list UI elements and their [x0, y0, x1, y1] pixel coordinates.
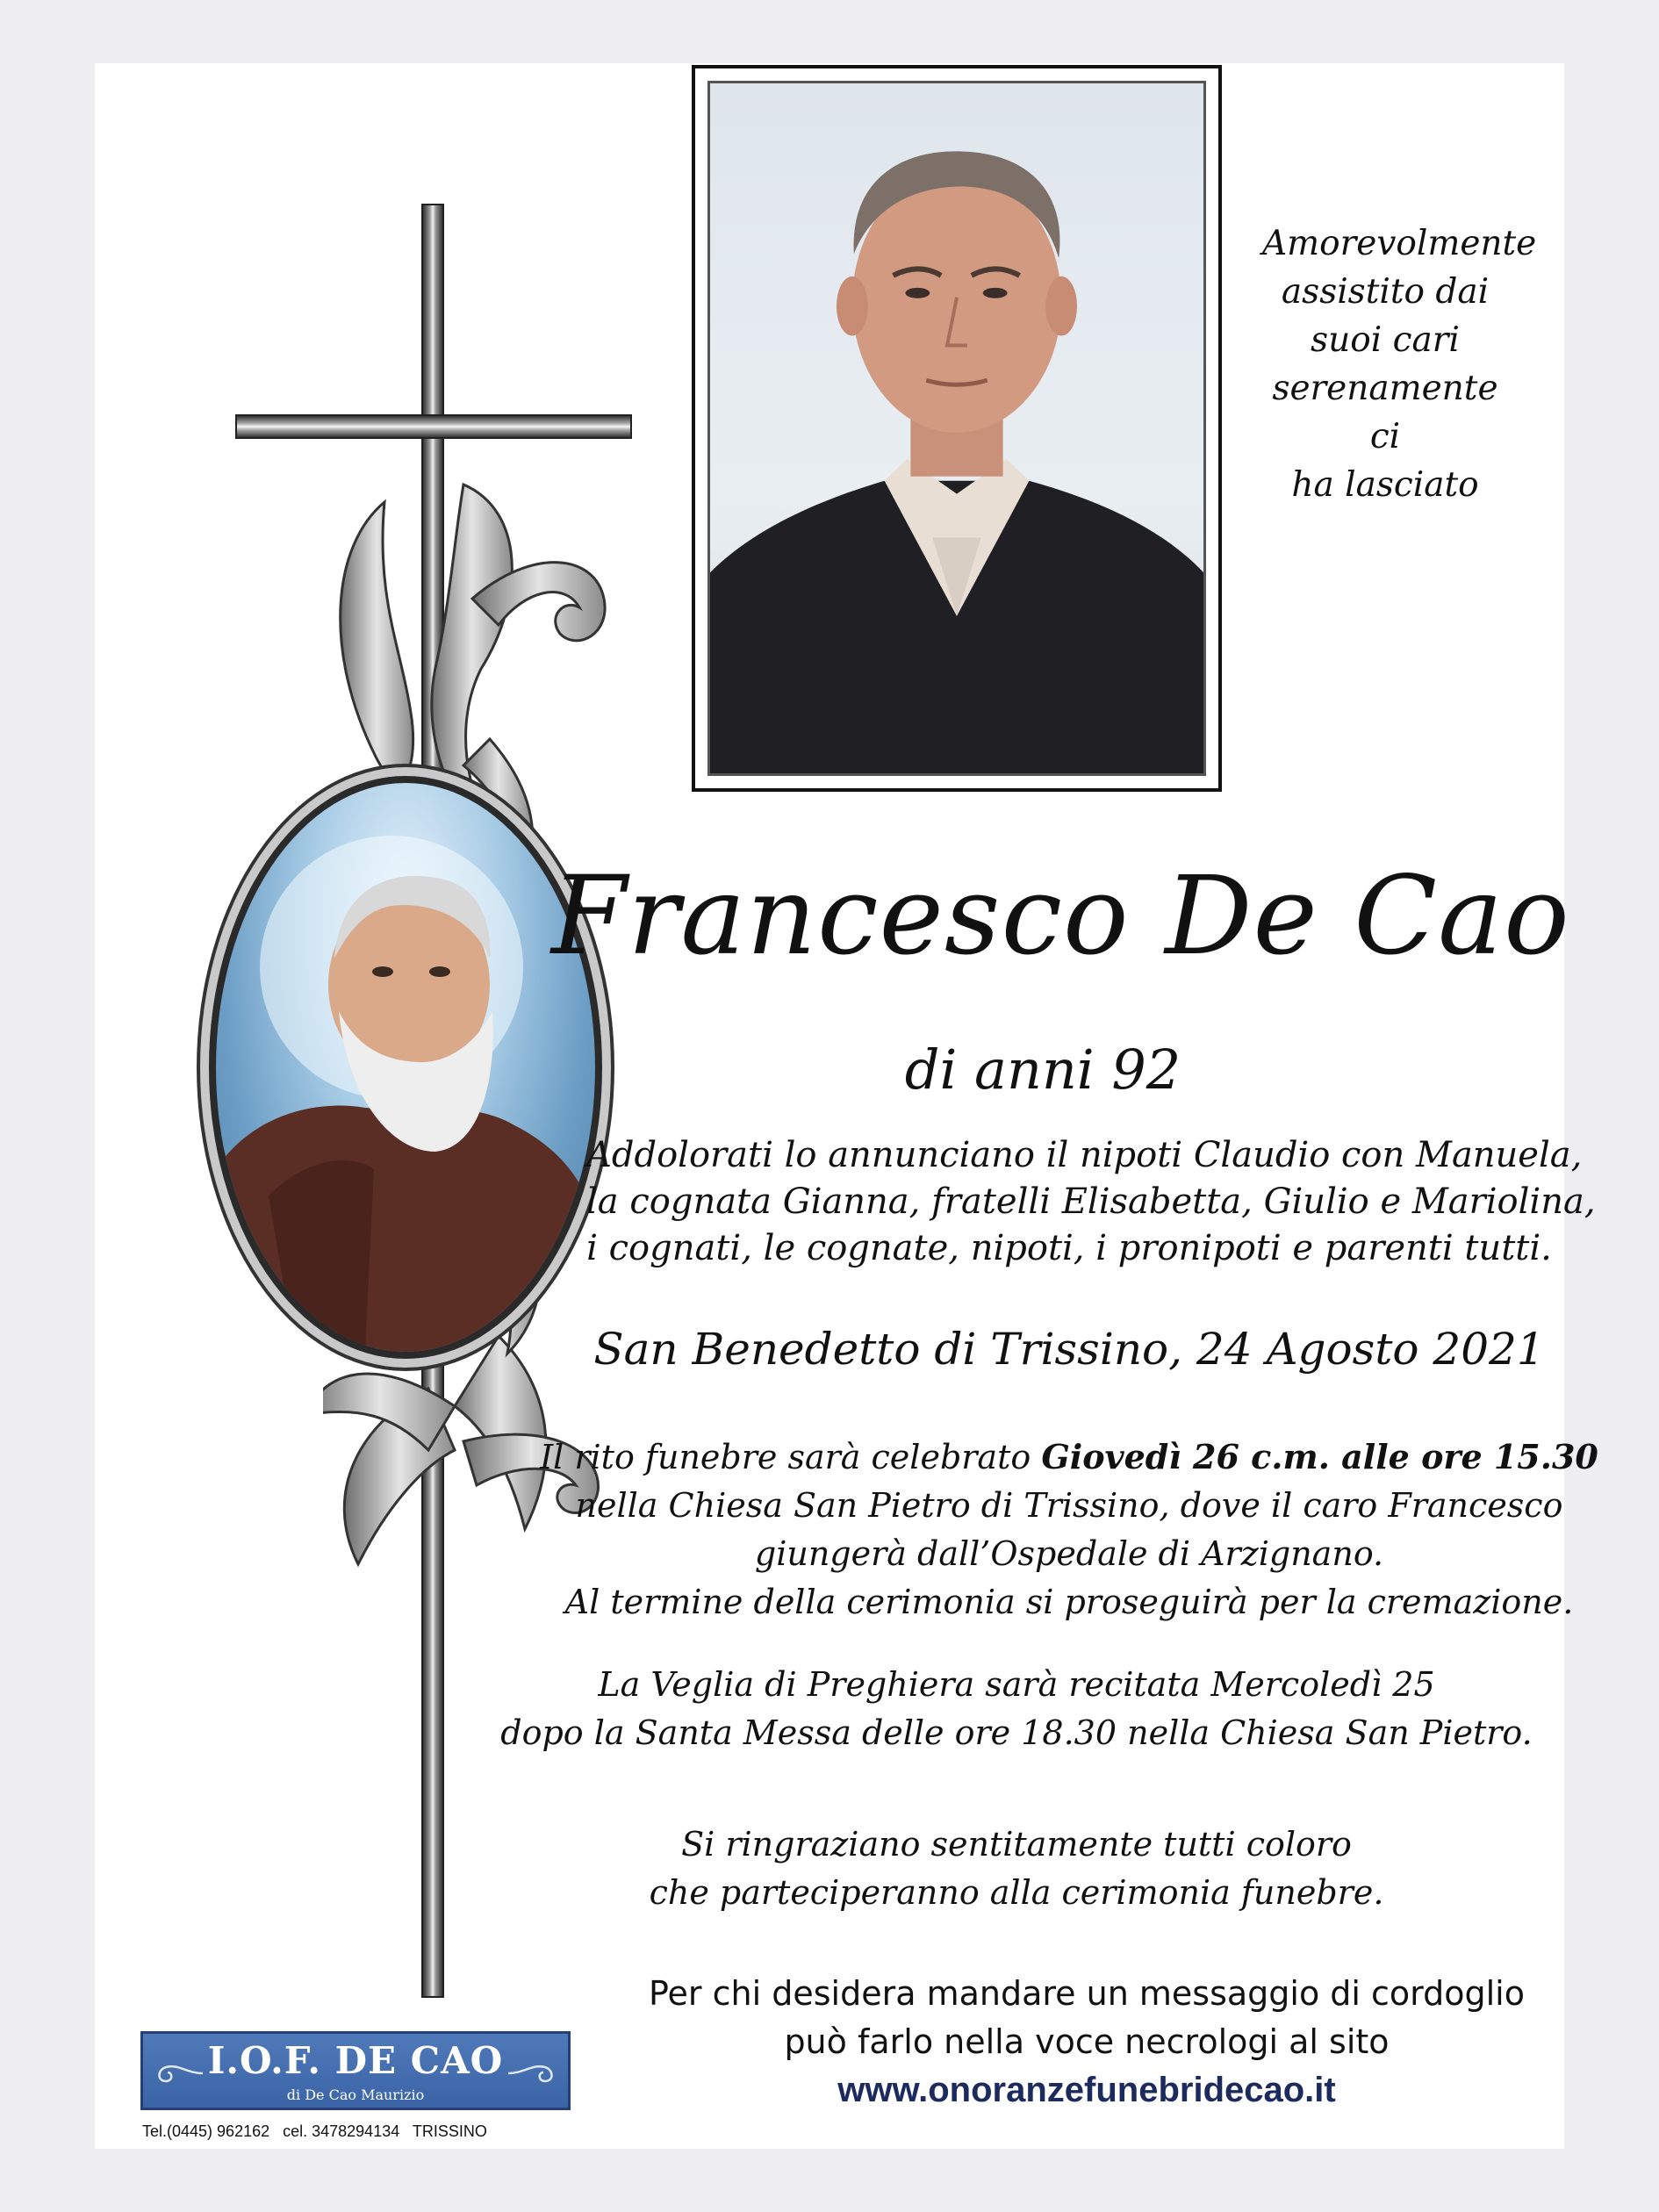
padre-pio-oval-image: [209, 776, 602, 1359]
farewell-quote: [1262, 219, 1537, 509]
condolence-line: Per chi desidera mandare un messaggio di cordoglio: [648, 1974, 1525, 2013]
website-link[interactable]: www.onoranzefunebridecao.it: [837, 2071, 1336, 2109]
rite-line: giungerà dall’Ospedale di Arzignano.: [754, 1534, 1384, 1573]
rite-line: Al termine della cerimonia si proseguirà per la cremazione.: [564, 1583, 1574, 1621]
place-and-date: San Benedetto di Trissino, 24 Agosto 2021: [593, 1324, 1545, 1375]
quote-line: assistito dai: [1281, 272, 1490, 312]
quote-line: serenamente ci: [1272, 369, 1498, 456]
quote-line: ha lasciato: [1291, 465, 1479, 505]
obituary-page: [95, 63, 1598, 2149]
thanks-line: Si ringraziano sentitamente tutti coloro: [681, 1825, 1352, 1864]
announcement-line: la cognata Gianna, fratelli Elisabetta, Giulio e Mariolina,: [586, 1181, 1596, 1222]
prayer-vigil-details: [446, 1661, 1587, 1757]
announcement-line: Addolorati lo annunciano il nipoti Claudio con Manuela,: [586, 1135, 1583, 1175]
funeral-home-logo: [140, 2031, 571, 2110]
funeral-home-contacts: Tel.(0445) 962162 cel. 3478294134 TRISSINO: [142, 2122, 487, 2140]
rite-date-time: Giovedì 26 c.m. alle ore 15.30: [1041, 1437, 1598, 1476]
quote-line: Amorevolmente: [1262, 224, 1537, 263]
rite-line: nella Chiesa San Pietro di Trissino, dove il caro Francesco: [575, 1486, 1563, 1525]
funeral-rite-details: [499, 1433, 1640, 1627]
condolence-line: può farlo nella voce necrologi al sito: [784, 2022, 1390, 2061]
rite-line-prefix: Il rito funebre sarà celebrato: [540, 1438, 1042, 1476]
deceased-name: Francesco De Cao: [551, 853, 1570, 980]
rite-line: [499, 1433, 1640, 1482]
announcement-line: i cognati, le cognate, nipoti, i pronipoti e parenti tutti.: [586, 1228, 1552, 1268]
deceased-age: di anni 92: [904, 1038, 1181, 1102]
deceased-portrait-photo: [707, 81, 1206, 776]
logo-subtitle: di De Cao Maurizio: [286, 2086, 425, 2103]
quote-line: suoi cari: [1311, 320, 1460, 360]
thanks-line: che parteciperanno alla cerimonia funebre.: [649, 1873, 1384, 1912]
cross-horizontal-bar: [235, 414, 632, 439]
logo-title: I.O.F. DE CAO: [207, 2039, 504, 2082]
thanks-message: [534, 1821, 1499, 1917]
deceased-portrait-frame: [692, 65, 1222, 792]
vigil-line: La Veglia di Preghiera sarà recitata Mercoledì 25: [598, 1665, 1435, 1704]
family-announcement: [586, 1132, 1596, 1272]
condolence-info: [576, 1970, 1598, 2115]
vigil-line: dopo la Santa Messa delle ore 18.30 nella Chiesa San Pietro.: [500, 1713, 1533, 1752]
